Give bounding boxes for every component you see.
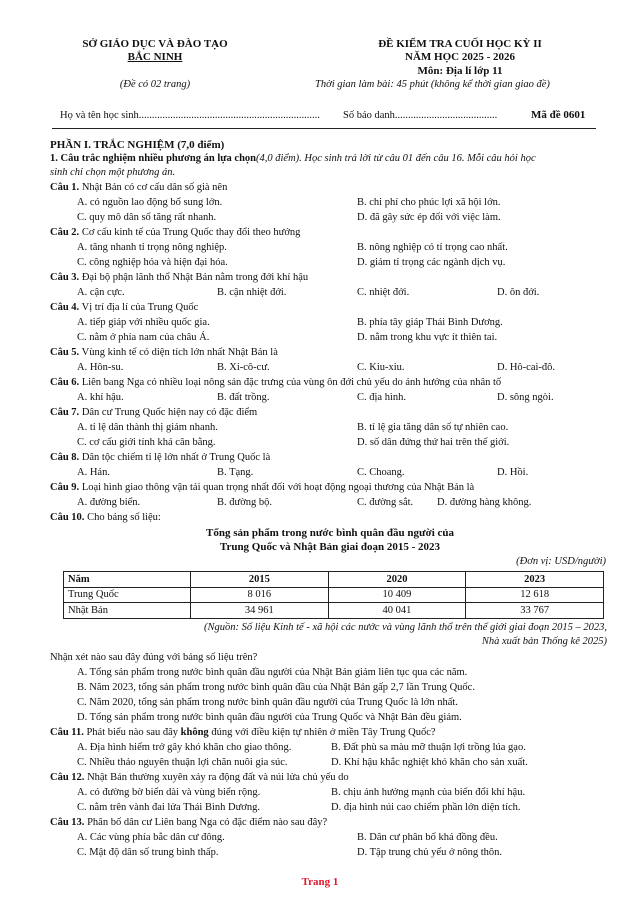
- question-stem: Nhật Bản thường xuyên xảy ra động đất và núi lửa chủ yếu do: [84, 772, 349, 783]
- table-header-cell: 2015: [191, 572, 329, 588]
- exam-code: Mã đề 0601: [531, 109, 586, 121]
- table-cell: 8 016: [191, 587, 329, 603]
- q10-option-d: D. Tổng sản phẩm trong nước bình quân đầu người của Trung Quốc và Nhật Bản đều giảm.: [77, 712, 462, 723]
- table-header-row: [64, 572, 604, 588]
- header-divider: [52, 128, 596, 129]
- q1-option-d: D. đã gây sức ép đối với việc làm.: [357, 212, 501, 223]
- table-cell: 12 618: [466, 587, 604, 603]
- q1-option-b: B. chi phí cho phúc lợi xã hội lớn.: [357, 197, 501, 208]
- table-cell: 33 767: [466, 603, 604, 619]
- question-stem: Dân tộc chiếm tỉ lệ lớn nhất ở Trung Quốc là: [79, 452, 271, 463]
- q13-option-a: A. Các vùng phía bắc dân cư đông.: [77, 832, 225, 843]
- question-label: Câu 6.: [50, 377, 80, 388]
- q4-option-d: D. nằm trong khu vực ít thiên tai.: [357, 332, 498, 343]
- q11-option-a: A. Địa hình hiểm trở gây khó khăn cho giao thông.: [77, 742, 292, 753]
- q8-option-d: D. Hồi.: [497, 467, 529, 478]
- q8-option-c: C. Choang.: [357, 467, 405, 478]
- question-10: [50, 512, 161, 523]
- question-label: Câu 2.: [50, 227, 80, 238]
- time-note: Thời gian làm bài: 45 phút (không kể thời gian giao đề): [315, 79, 550, 90]
- question-label: Câu 1.: [50, 182, 80, 193]
- department-name: SỞ GIÁO DỤC VÀ ĐÀO TẠO: [82, 38, 228, 50]
- table-title-line1: Tổng sản phẩm trong nước bình quân đầu người của: [205, 527, 455, 539]
- q10-option-c: C. Năm 2020, tổng sản phẩm trong nước bình quân đầu người của Trung Quốc là lớn nhất.: [77, 697, 458, 708]
- q6-option-d: D. sông ngòi.: [497, 392, 554, 403]
- q13-option-b: B. Dân cư phân bố khá đồng đều.: [357, 832, 498, 843]
- q8-option-b: B. Tạng.: [217, 467, 254, 478]
- q7-option-c: C. cơ cấu giới tính khá cân bằng.: [77, 437, 216, 448]
- question-1: [50, 182, 227, 193]
- q11-option-b: B. Đất phù sa màu mỡ thuận lợi trồng lúa gạo.: [331, 742, 526, 753]
- question-5: [50, 347, 278, 358]
- q3-option-d: D. ôn đới.: [497, 287, 540, 298]
- question-label: Câu 7.: [50, 407, 80, 418]
- question-stem: Phân bố dân cư Liên bang Nga có đặc điểm nào sau đây?: [84, 817, 328, 828]
- question-stem-emphasis: không: [180, 727, 209, 738]
- school-year: NĂM HỌC 2025 - 2026: [405, 51, 515, 63]
- q7-option-a: A. tỉ lệ dân thành thị giảm nhanh.: [77, 422, 218, 433]
- question-stem: Loại hình giao thông vận tải quan trọng nhất đối với hoạt động ngoại thương của Nhật Bản là: [79, 482, 475, 493]
- q7-option-d: D. số dân đứng thứ hai trên thế giới.: [357, 437, 510, 448]
- question-2: [50, 227, 300, 238]
- instruction-rest: . Học sinh trả lời từ câu 01 đến câu 16. Mỗi câu hỏi học: [299, 153, 536, 164]
- table-header-cell: 2020: [328, 572, 466, 588]
- q3-option-a: A. cận cực.: [77, 287, 125, 298]
- exam-title: ĐỀ KIỂM TRA CUỐI HỌC KỲ II: [378, 38, 542, 50]
- question-11: [50, 727, 436, 738]
- question-stem: đúng với điều kiện tự nhiên ở miền Tây Trung Quốc?: [208, 727, 436, 738]
- question-label: Câu 3.: [50, 272, 80, 283]
- question-stem: Cơ cấu kinh tế của Trung Quốc thay đổi theo hướng: [79, 227, 301, 238]
- q11-option-d: D. Khí hậu khắc nghiệt khó khăn cho sản xuất.: [331, 757, 528, 768]
- student-id-field: Số báo danh.......................................: [343, 110, 498, 121]
- question-stem: Vị trí địa lí của Trung Quốc: [79, 302, 199, 313]
- table-header-cell: 2023: [466, 572, 604, 588]
- q3-option-c: C. nhiệt đới.: [357, 287, 410, 298]
- q10-option-b: B. Năm 2023, tổng sản phẩm trong nước bình quân đầu của Nhật Bản gấp 2,7 lần Trung Quốc.: [77, 682, 475, 693]
- question-stem: Liên bang Nga có nhiều loại nông sản đặc trưng của vùng ôn đới chủ yếu do ảnh hưởng của nhân tố: [79, 377, 502, 388]
- q2-option-b: B. nông nghiệp có tỉ trọng cao nhất.: [357, 242, 508, 253]
- question-stem: Dân cư Trung Quốc hiện nay có đặc điểm: [79, 407, 258, 418]
- question-8: [50, 452, 270, 463]
- q4-option-a: A. tiếp giáp với nhiều quốc gia.: [77, 317, 210, 328]
- q9-option-a: A. đường biển.: [77, 497, 141, 508]
- instruction-bold: 1. Câu trắc nghiệm nhiều phương án lựa chọn: [50, 153, 256, 164]
- q8-option-a: A. Hán.: [77, 467, 110, 478]
- q12-option-d: D. địa hình núi cao chiếm phần lớn diện tích.: [331, 802, 521, 813]
- question-4: [50, 302, 198, 313]
- question-label: Câu 8.: [50, 452, 80, 463]
- question-stem: Đại bộ phận lãnh thổ Nhật Bản nằm trong đới khí hậu: [79, 272, 309, 283]
- table-source-line2: Nhà xuất bản Thống kê 2025): [481, 636, 607, 647]
- data-table: [63, 571, 604, 619]
- table-cell: Nhật Bản: [64, 603, 191, 619]
- section-title: PHẦN I. TRẮC NGHIỆM (7,0 điểm): [50, 139, 225, 151]
- q12-option-b: B. chịu ảnh hưởng mạnh của biến đổi khí hậu.: [331, 787, 526, 798]
- table-source-line1: (Nguồn: Số liệu Kinh tế - xã hội các nước và vùng lãnh thổ trên thế giới giai đoạn 2015 – 2023,: [203, 622, 607, 633]
- pages-note: (Đề có 02 trang): [119, 79, 191, 90]
- question-label: Câu 11.: [50, 727, 84, 738]
- question-stem: Cho bảng số liệu:: [84, 512, 161, 523]
- question-12: [50, 772, 349, 783]
- question-3: [50, 272, 308, 283]
- question-stem: Nhật Bản có cơ cấu dân số già nên: [79, 182, 228, 193]
- table-cell: Trung Quốc: [64, 587, 191, 603]
- q6-option-a: A. khí hậu.: [77, 392, 124, 403]
- question-stem: Vùng kinh tế có diện tích lớn nhất Nhật Bản là: [79, 347, 278, 358]
- q3-option-b: B. cận nhiệt đới.: [217, 287, 287, 298]
- question-label: Câu 5.: [50, 347, 80, 358]
- q2-option-d: D. giảm tỉ trọng các ngành dịch vụ.: [357, 257, 506, 268]
- q1-option-a: A. có nguồn lao động bổ sung lớn.: [77, 197, 223, 208]
- instruction-points: (4,0 điểm): [256, 153, 300, 164]
- page-footer: [0, 876, 640, 888]
- question-label: Câu 4.: [50, 302, 80, 313]
- q11-option-c: C. Nhiều thảo nguyên thuận lợi chăn nuôi gia súc.: [77, 757, 288, 768]
- q12-option-c: C. nằm trên vành đai lửa Thái Bình Dương.: [77, 802, 260, 813]
- q7-option-b: B. tỉ lệ gia tăng dân số tự nhiên cao.: [357, 422, 509, 433]
- question-label: Câu 12.: [50, 772, 85, 783]
- question-stem: Phát biểu nào sau đây: [83, 727, 181, 738]
- q9-option-c: C. đường sắt.: [357, 497, 414, 508]
- page-word: Trang: [301, 876, 331, 888]
- q1-option-c: C. quy mô dân số tăng rất nhanh.: [77, 212, 217, 223]
- student-name-field: Họ và tên học sinh.....................................................................: [60, 110, 320, 121]
- q5-option-b: B. Xi-cô-cư.: [217, 362, 270, 373]
- table-title-line2: Trung Quốc và Nhật Bản giai đoạn 2015 - 2023: [219, 541, 441, 553]
- table-row: [64, 587, 604, 603]
- section-instruction-line2: sinh chỉ chọn một phương án.: [50, 167, 176, 178]
- table-header-cell: Năm: [64, 572, 191, 588]
- q2-option-c: C. công nghiệp hóa và hiện đại hóa.: [77, 257, 228, 268]
- q6-option-c: C. địa hình.: [357, 392, 406, 403]
- q10-prompt: Nhận xét nào sau đây đúng với bảng số liệu trên?: [50, 652, 258, 663]
- province-name: BẮC NINH: [127, 51, 183, 63]
- section-instruction: [50, 153, 536, 164]
- table-cell: 34 961: [191, 603, 329, 619]
- q5-option-d: D. Hô-cai-đô.: [497, 362, 556, 373]
- q6-option-b: B. đất trồng.: [217, 392, 270, 403]
- q9-option-b: B. đường bộ.: [217, 497, 272, 508]
- q12-option-a: A. có đường bờ biển dài và vùng biển rộng.: [77, 787, 261, 798]
- question-label: Câu 10.: [50, 512, 85, 523]
- q13-option-c: C. Mật độ dân số trung bình thấp.: [77, 847, 219, 858]
- table-cell: 40 041: [328, 603, 466, 619]
- question-13: [50, 817, 327, 828]
- q2-option-a: A. tăng nhanh tỉ trọng nông nghiệp.: [77, 242, 227, 253]
- q9-option-d: D. đường hàng không.: [437, 497, 532, 508]
- question-6: [50, 377, 501, 388]
- question-7: [50, 407, 257, 418]
- q5-option-a: A. Hôn-su.: [77, 362, 124, 373]
- table-row: [64, 603, 604, 619]
- table-cell: 10 409: [328, 587, 466, 603]
- page-number: 1: [332, 876, 339, 888]
- q4-option-c: C. nằm ở phía nam của châu Á.: [77, 332, 210, 343]
- subject: Môn: Địa lí lớp 11: [417, 65, 503, 77]
- q5-option-c: C. Kiu-xiu.: [357, 362, 405, 373]
- q4-option-b: B. phía tây giáp Thái Bình Dương.: [357, 317, 503, 328]
- question-9: [50, 482, 474, 493]
- question-label: Câu 9.: [50, 482, 80, 493]
- q13-option-d: D. Tập trung chủ yếu ở nông thôn.: [357, 847, 503, 858]
- q10-option-a: A. Tổng sản phẩm trong nước bình quân đầu người của Nhật Bản giảm liên tục qua các năm.: [77, 667, 468, 678]
- table-unit: (Đơn vị: USD/người): [516, 556, 606, 567]
- question-label: Câu 13.: [50, 817, 85, 828]
